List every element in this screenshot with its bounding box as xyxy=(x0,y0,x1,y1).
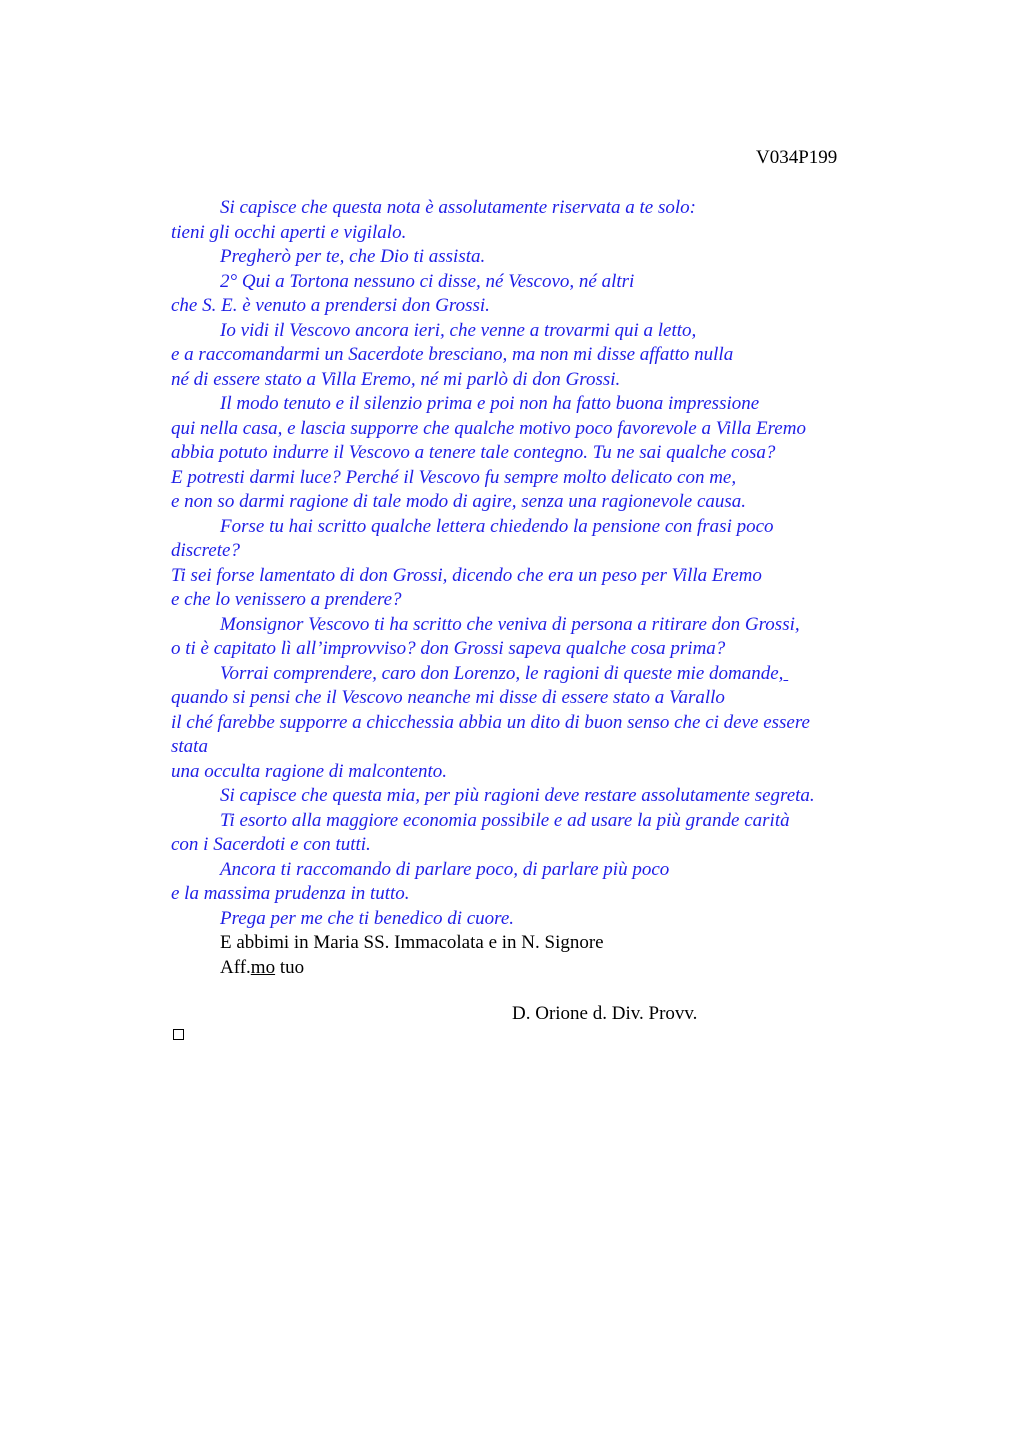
letter-line: E abbimi in Maria SS. Immacolata e in N. Signore xyxy=(220,932,604,953)
letter-line: tieni gli occhi aperti e vigilalo. xyxy=(171,221,407,243)
closing-suffix: tuo xyxy=(275,956,305,978)
letter-line xyxy=(171,662,891,687)
letter-line: Pregherò per te, che Dio ti assista. xyxy=(220,246,486,267)
letter-line: una occulta ragione di malcontento. xyxy=(171,760,447,782)
letter-line: che S. E. è venuto a prendersi don Grossi. xyxy=(171,295,490,316)
letter-line: Ti esorto alla maggiore economia possibile e ad usare la più grande carità xyxy=(220,809,790,831)
closing-superscript: mo xyxy=(250,956,276,978)
letter-line: Monsignor Vescovo ti ha scritto che veniva di persona a ritirare don Grossi, xyxy=(220,613,800,635)
closing-prefix: Aff. xyxy=(220,956,251,978)
letter-line: Si capisce che questa mia, per più ragioni deve restare assolutamente segreta. xyxy=(220,785,815,806)
letter-line: abbia potuto indurre il Vescovo a tenere tale contegno. Tu ne sai qualche cosa? xyxy=(171,442,776,463)
letter-line: Ti sei forse lamentato di don Grossi, dicendo che era un peso per Villa Eremo xyxy=(171,564,762,586)
signature: D. Orione d. Div. Provv. xyxy=(512,1003,698,1024)
letter-line: né di essere stato a Villa Eremo, né mi parlò di don Grossi. xyxy=(171,368,621,390)
letter-line: Prega per me che ti benedico di cuore. xyxy=(220,907,515,929)
letter-line: e la massima prudenza in tutto. xyxy=(171,883,410,904)
letter-line: stata xyxy=(171,736,208,757)
letter-line: Il modo tenuto e il silenzio prima e poi non ha fatto buona impressione xyxy=(220,393,760,414)
letter-line: Ancora ti raccomando di parlare poco, di parlare più poco xyxy=(220,858,670,880)
letter-line: E potresti darmi luce? Perché il Vescovo fu sempre molto delicato con me, xyxy=(171,466,737,488)
letter-line: Si capisce che questa nota è assolutamente riservata a te solo: xyxy=(220,197,696,218)
letter-line: discrete? xyxy=(171,540,240,561)
trailing-underline xyxy=(783,663,788,684)
letter-line-text: Vorrai comprendere, caro don Lorenzo, le ragioni di queste mie domande, xyxy=(220,662,784,684)
letter-line: con i Sacerdoti e con tutti. xyxy=(171,834,371,855)
letter-line: 2° Qui a Tortona nessuno ci disse, né Vescovo, né altri xyxy=(220,270,635,292)
letter-line: Forse tu hai scritto qualche lettera chiedendo la pensione con frasi poco xyxy=(220,515,774,537)
letter-line: quando si pensi che il Vescovo neanche mi disse di essere stato a Varallo xyxy=(171,687,725,708)
letter-line: e non so darmi ragione di tale modo di agire, senza una ragionevole causa. xyxy=(171,491,747,512)
end-box-icon xyxy=(173,1029,184,1040)
letter-line: e a raccomandarmi un Sacerdote bresciano, ma non mi disse affatto nulla xyxy=(171,344,734,365)
page-code: V034P199 xyxy=(756,147,838,168)
letter-line: qui nella casa, e lascia supporre che qualche motivo poco favorevole a Villa Eremo xyxy=(171,417,806,439)
letter-body xyxy=(171,196,891,980)
letter-line: il ché farebbe supporre a chicchessia abbia un dito di buon senso che ci deve essere xyxy=(171,711,810,733)
letter-line: o ti è capitato lì all’improvviso? don Grossi sapeva qualche cosa prima? xyxy=(171,638,726,659)
closing-line xyxy=(171,956,891,981)
letter-line: Io vidi il Vescovo ancora ieri, che venne a trovarmi qui a letto, xyxy=(220,319,697,341)
letter-line: e che lo venissero a prendere? xyxy=(171,589,402,610)
